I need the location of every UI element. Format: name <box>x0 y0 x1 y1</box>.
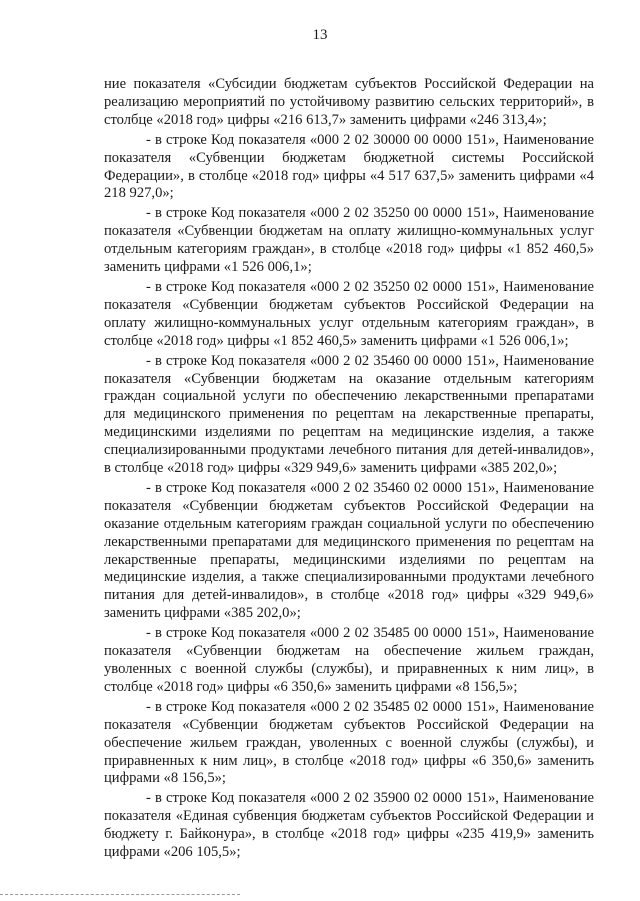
document-body <box>104 76 594 864</box>
page-number: 13 <box>312 27 328 43</box>
paragraph-6: - в строке Код показателя «000 2 02 35460 02 0000 151», Наименование показателя «Субвенции бюджетам субъектов Российской Федерации на оказание отдельным категориям граждан социальной услуги по обеспечению лекарственными препаратами для медицинского применения по рецептам на лекарственные препараты, медицинскими изделиями по рецептам на медицинские изделия, а также специализированными продуктами лечебного питания для детей-инвалидов», в столбце «2018 год» цифры «329 949,6» заменить цифрами «385 202,0»; <box>104 479 594 622</box>
paragraph-5: - в строке Код показателя «000 2 02 35460 00 0000 151», Наименование показателя «Субвенции бюджетам на оказание отдельным категориям граждан социальной услуги по обеспечению лекарственными препаратами для медицинского применения по рецептам на лекарственные препараты, медицинскими изделиями по рецептам на медицинские изделия, а также специализированными продуктами лечебного питания для детей-инвалидов», в столбце «2018 год» цифры «329 949,6» заменить цифрами «385 202,0»; <box>104 352 594 477</box>
paragraph-1: ние показателя «Субсидии бюджетам субъектов Российской Федерации на реализацию мероприятий по устойчивому развитию сельских территорий», в столбце «2018 год» цифры «216 613,7» заменить цифрами «246 313,4»; <box>104 76 594 128</box>
paragraph-2: - в строке Код показателя «000 2 02 30000 00 0000 151», Наименование показателя «Субвенции бюджетам бюджетной системы Российской Федерации», в столбце «2018 год» цифры «4 517 637,5» заменить цифрами «4 218 927,0»; <box>104 131 594 202</box>
paragraph-7: - в строке Код показателя «000 2 02 35485 00 0000 151», Наименование показателя «Субвенции бюджетам на обеспечение жильем граждан, уволенных с военной службы (службы), и приравненных к ним лиц», в столбце «2018 год» цифры «6 350,6» заменить цифрами «8 156,5»; <box>104 625 594 695</box>
paragraph-3: - в строке Код показателя «000 2 02 35250 00 0000 151», Наименование показателя «Субвенции бюджетам на оплату жилищно-коммунальных услуг отдельным категориям граждан», в столбце «2018 год» цифры «1 852 460,5» заменить цифрами «1 526 006,1»; <box>104 205 594 276</box>
paragraph-8: - в строке Код показателя «000 2 02 35485 02 0000 151», Наименование показателя «Субвенции бюджетам субъектов Российской Федерации на обеспечение жильем граждан, уволенных с военной службы (службы), и приравненных к ним лиц», в столбце «2018 год» цифры «6 350,6» заменить цифрами «8 156,5»; <box>104 698 594 787</box>
footer-rule <box>0 894 240 895</box>
paragraph-9: - в строке Код показателя «000 2 02 35900 02 0000 151», Наименование показателя «Единая субвенция бюджетам субъектов Российской Федерации и бюджету г. Байконура», в столбце «2018 год» цифры «235 419,9» заменить цифрами «206 105,5»; <box>104 790 594 861</box>
paragraph-4: - в строке Код показателя «000 2 02 35250 02 0000 151», Наименование показателя «Субвенции бюджетам субъектов Российской Федерации на оплату жилищно-коммунальных услуг отдельным категориям граждан», в столбце «2018 год» цифры «1 852 460,5» заменить цифрами «1 526 006,1»; <box>104 278 594 349</box>
